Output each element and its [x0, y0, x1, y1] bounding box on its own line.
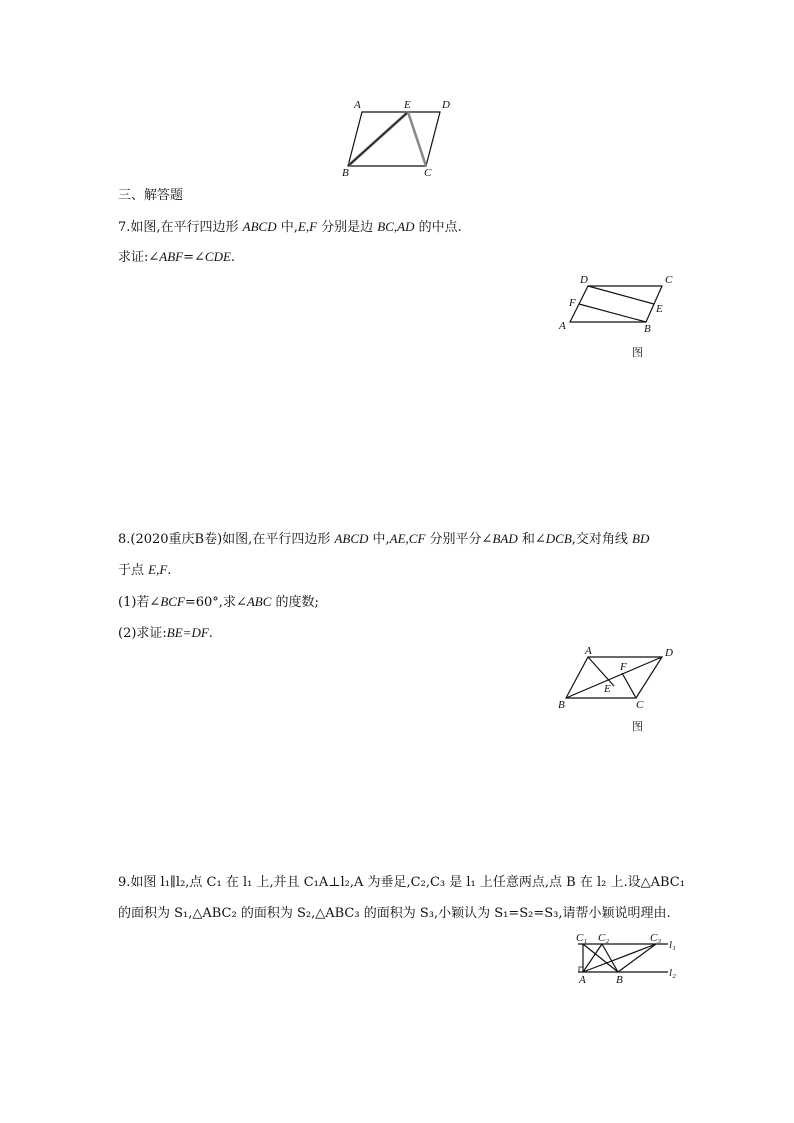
segment-fb: [579, 304, 646, 322]
q8-line2: 于点 E,F.: [118, 562, 172, 578]
q9-line2: 的面积为 S₁,△ABC₂ 的面积为 S₂,△ABC₃ 的面积为 S₃,小颖认为 S₁=S₂=S₃,请帮小颖说明理由.: [118, 906, 671, 921]
q8-part2: (2)求证:BE=DF.: [118, 625, 213, 641]
label-l1: l₁: [669, 939, 676, 951]
label-d: D: [442, 99, 450, 111]
segment-ec: [408, 112, 426, 166]
q7-figure: [556, 272, 686, 362]
label-e: E: [604, 683, 611, 695]
label-l2: l₂: [669, 967, 676, 979]
parallelogram-abcd: [570, 286, 662, 322]
segment-c2b: [602, 944, 618, 972]
bisector-cf: [622, 673, 636, 698]
q8-part1: (1)若∠BCF=60°,求∠ABC 的度数;: [118, 594, 319, 610]
label-f: F: [620, 661, 627, 673]
segment-be: [348, 112, 408, 166]
figure-caption: 图: [632, 720, 643, 733]
label-a: A: [354, 99, 361, 111]
top-figure: [340, 96, 460, 181]
label-b: B: [342, 167, 349, 179]
label-d: D: [665, 647, 673, 659]
diagonal-bd: [566, 657, 662, 698]
label-b: B: [616, 974, 623, 986]
bisector-ae: [588, 657, 614, 686]
q9-line1: 9.如图 l₁∥l₂,点 C₁ 在 l₁ 上,并且 C₁A⊥l₂,A 为垂足,C₂,C₃ 是 l₁ 上任意两点,点 B 在 l₂ 上.设△ABC₁: [118, 875, 685, 890]
label-f: F: [569, 297, 576, 309]
q8-figure: [552, 644, 687, 734]
q9-figure: [570, 930, 690, 990]
segment-c3b: [618, 944, 656, 972]
q8-line1: 8.(2020重庆B卷)如图,在平行四边形 ABCD 中,AE,CF 分别平分∠BAD 和∠DCB,交对角线 BD: [118, 531, 650, 547]
segment-de: [588, 286, 654, 304]
label-c1: C₁: [576, 932, 588, 944]
label-a: A: [579, 974, 586, 986]
segment-c3a: [583, 944, 656, 972]
label-a: A: [559, 320, 566, 332]
label-a: A: [585, 645, 592, 657]
section-title: 三、解答题: [118, 188, 184, 203]
label-e: E: [656, 303, 663, 315]
label-c3: C₃: [650, 932, 662, 944]
q7-line1: 7.如图,在平行四边形 ABCD 中,E,F 分别是边 BC,AD 的中点.: [118, 219, 462, 235]
q7-line2: 求证:∠ABF=∠CDE.: [118, 249, 236, 265]
label-c2: C₂: [598, 932, 610, 944]
label-c: C: [636, 699, 644, 711]
label-e: E: [404, 99, 411, 111]
label-b: B: [558, 699, 565, 711]
label-c: C: [665, 274, 673, 286]
parallelogram-abcd: [348, 112, 440, 166]
label-b: B: [644, 323, 651, 335]
figure-caption: 图: [632, 346, 643, 359]
segment-c1b: [583, 944, 618, 972]
label-d: D: [580, 274, 588, 286]
label-c: C: [424, 167, 432, 179]
